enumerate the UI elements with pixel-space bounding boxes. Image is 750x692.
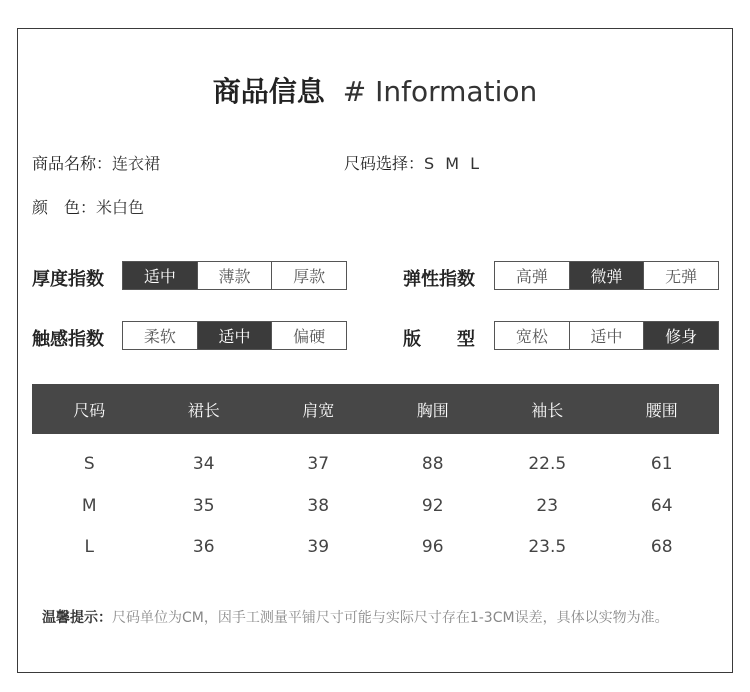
header-skirt-length: 裙长	[187, 400, 220, 420]
thickness-options	[122, 261, 347, 290]
table-row	[32, 492, 719, 520]
header-size: 尺码	[73, 400, 106, 420]
product-name-value: 连衣裙	[112, 154, 161, 173]
table-row	[32, 450, 719, 478]
table-cell: S	[83, 454, 95, 474]
feel-options	[122, 321, 347, 350]
header-shoulder: 肩宽	[302, 400, 335, 420]
content-frame	[17, 28, 733, 673]
feel-label: 触感指数	[32, 329, 104, 350]
thickness-option-1: 适中	[123, 262, 197, 289]
table-row	[32, 533, 719, 561]
elasticity-option-3: 无弹	[643, 262, 718, 289]
table-cell: 88	[421, 454, 444, 474]
title-cn: 商品信息	[212, 75, 325, 108]
table-cell: 64	[650, 496, 673, 516]
size-select-key: 尺码选择：	[344, 154, 425, 173]
table-cell: 36	[192, 537, 215, 557]
table-cell: 35	[192, 496, 215, 516]
table-cell: 38	[307, 496, 330, 516]
table-cell: 34	[192, 454, 215, 474]
table-cell: 37	[307, 454, 330, 474]
tip-key: 温馨提示：	[42, 610, 112, 626]
fit-option-3: 修身	[643, 322, 718, 349]
table-cell: L	[84, 537, 94, 557]
elasticity-options	[494, 261, 719, 290]
size-table-header	[32, 384, 719, 434]
color-row	[32, 195, 144, 218]
table-cell: 96	[421, 537, 444, 557]
fit-label: 版 型	[403, 329, 475, 350]
feel-option-1: 柔软	[143, 327, 176, 346]
color-value: 米白色	[96, 198, 145, 217]
elasticity-option-2: 微弹	[569, 262, 644, 289]
feel-option-2: 适中	[197, 322, 272, 349]
fit-option-1: 宽松	[515, 327, 548, 346]
table-cell: 39	[307, 537, 330, 557]
elasticity-label: 弹性指数	[403, 269, 475, 290]
product-name-key: 商品名称：	[32, 154, 113, 173]
section-title	[0, 70, 750, 110]
fit-option-2: 适中	[569, 322, 644, 349]
tip-note	[42, 608, 722, 629]
size-select-value: S M L	[424, 154, 483, 173]
thickness-option-3: 厚款	[271, 262, 346, 289]
thickness-label: 厚度指数	[32, 269, 104, 290]
title-en: # Information	[342, 75, 538, 108]
table-cell: 23	[536, 496, 559, 516]
thickness-option-2: 薄款	[197, 262, 272, 289]
table-cell: 92	[421, 496, 444, 516]
header-bust: 胸围	[416, 400, 449, 420]
table-cell: 61	[650, 454, 673, 474]
table-cell: M	[81, 496, 97, 516]
color-key: 颜 色：	[32, 198, 97, 217]
fit-options	[494, 321, 719, 350]
table-cell: 68	[650, 537, 673, 557]
elasticity-option-1: 高弹	[515, 267, 548, 286]
size-select-row	[344, 151, 482, 174]
tip-text: 尺码单位为CM，因手工测量平铺尺寸可能与实际尺寸存在1-3CM误差，具体以实物为准。	[112, 610, 669, 626]
table-cell: 23.5	[528, 537, 567, 557]
table-cell: 22.5	[528, 454, 567, 474]
header-waist: 腰围	[645, 400, 678, 420]
header-sleeve: 袖长	[531, 400, 564, 420]
feel-option-3: 偏硬	[271, 322, 346, 349]
product-name-row	[32, 151, 160, 174]
